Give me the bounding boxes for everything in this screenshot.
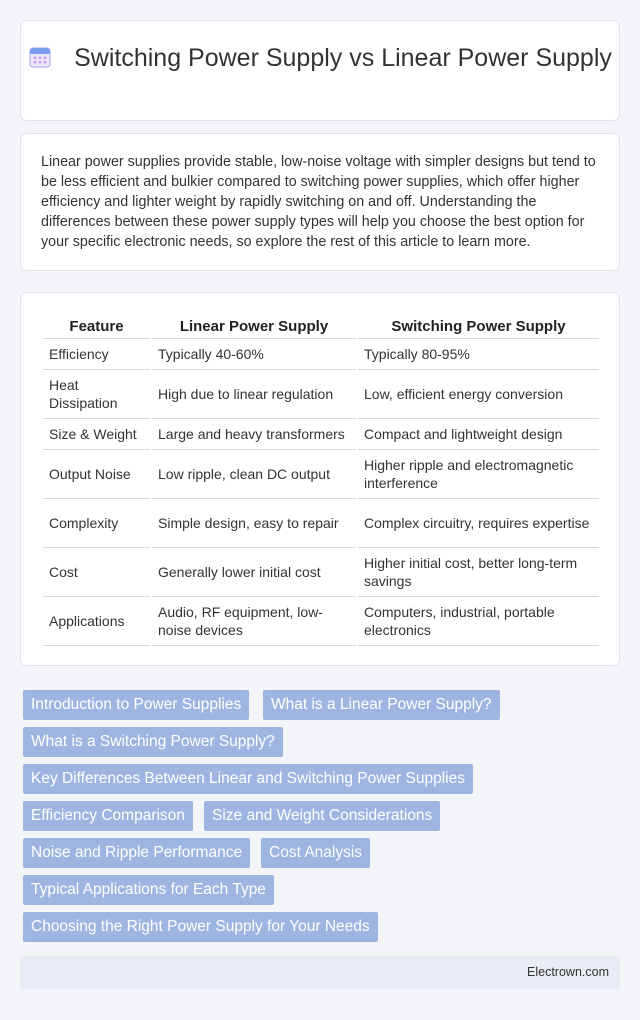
comparison-table xyxy=(43,314,599,646)
table-row xyxy=(43,596,599,645)
table-cell-switching: Higher initial cost, better long-term savings xyxy=(357,547,599,596)
tag-cost-analysis[interactable]: Cost Analysis xyxy=(261,838,370,868)
table-cell-linear: High due to linear regulation xyxy=(151,369,357,418)
title-card xyxy=(20,20,620,121)
intro-paragraph: Linear power supplies provide stable, low-noise voltage with simpler designs but tend to be less efficient and bulkier compared to switching power supplies, which offer higher efficiency and lighter weight by rapidly switching on and off. Understanding the differences between these power supply types will help you choose the best option for your specific electronic needs, so explore the rest of this article to learn more. xyxy=(41,154,596,250)
footer-site[interactable]: Electrown.com xyxy=(527,965,609,979)
tag-noise-ripple[interactable]: Noise and Ripple Performance xyxy=(23,838,250,868)
table-row xyxy=(43,498,599,547)
table-cell-linear: Audio, RF equipment, low-noise devices xyxy=(151,596,357,645)
table-cell-linear: Low ripple, clean DC output xyxy=(151,449,357,498)
table-cell-switching: Computers, industrial, portable electronics xyxy=(357,596,599,645)
footer xyxy=(20,956,620,989)
table-cell-switching: Higher ripple and electromagnetic interference xyxy=(357,449,599,498)
intro-card xyxy=(20,133,620,271)
tag-efficiency[interactable]: Efficiency Comparison xyxy=(23,801,193,831)
table-row xyxy=(43,418,599,449)
table-cell-switching: Complex circuitry, requires expertise xyxy=(357,498,599,547)
tag-size-weight[interactable]: Size and Weight Considerations xyxy=(204,801,440,831)
column-header-feature: Feature xyxy=(43,314,151,338)
column-header-switching: Switching Power Supply xyxy=(357,314,599,338)
table-cell-feature: Size & Weight xyxy=(43,418,151,449)
tag-introduction[interactable]: Introduction to Power Supplies xyxy=(23,690,249,720)
calendar-icon xyxy=(28,45,52,69)
table-cell-feature: Efficiency xyxy=(43,338,151,369)
table-cell-feature: Output Noise xyxy=(43,449,151,498)
table-cell-switching: Compact and lightweight design xyxy=(357,418,599,449)
table-cell-linear: Typically 40-60% xyxy=(151,338,357,369)
table-row xyxy=(43,547,599,596)
table-cell-switching: Low, efficient energy conversion xyxy=(357,369,599,418)
table-header-row xyxy=(43,314,599,338)
page-title-wrap xyxy=(21,43,619,73)
tag-switching-supply[interactable]: What is a Switching Power Supply? xyxy=(23,727,283,757)
table-cell-linear: Simple design, easy to repair xyxy=(151,498,357,547)
tag-linear-supply[interactable]: What is a Linear Power Supply? xyxy=(263,690,500,720)
table-row xyxy=(43,369,599,418)
table-cell-linear: Large and heavy transformers xyxy=(151,418,357,449)
tag-choosing[interactable]: Choosing the Right Power Supply for Your Needs xyxy=(23,912,378,942)
tag-applications[interactable]: Typical Applications for Each Type xyxy=(23,875,274,905)
table-cell-feature: Heat Dissipation xyxy=(43,369,151,418)
table-cell-switching: Typically 80-95% xyxy=(357,338,599,369)
table-cell-feature: Complexity xyxy=(43,498,151,547)
table-row xyxy=(43,449,599,498)
comparison-card xyxy=(20,292,620,666)
tag-key-differences[interactable]: Key Differences Between Linear and Switching Power Supplies xyxy=(23,764,473,794)
column-header-linear: Linear Power Supply xyxy=(151,314,357,338)
page-title: Switching Power Supply vs Linear Power Supply xyxy=(74,44,612,72)
table-cell-linear: Generally lower initial cost xyxy=(151,547,357,596)
table-cell-feature: Cost xyxy=(43,547,151,596)
table-cell-feature: Applications xyxy=(43,596,151,645)
table-row xyxy=(43,338,599,369)
